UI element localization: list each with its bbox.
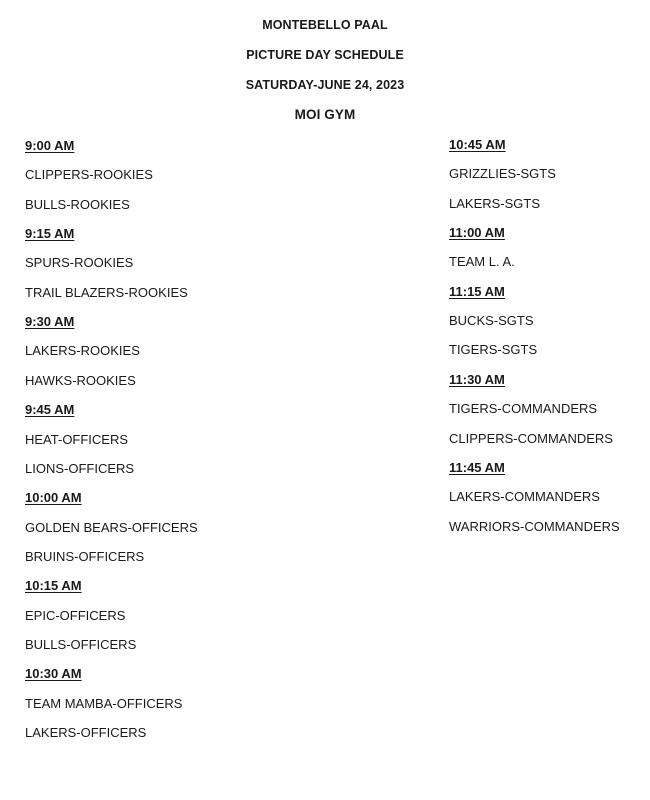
team-entry: HEAT-OFFICERS [25, 431, 129, 447]
team-entry: BULLS-ROOKIES [25, 196, 130, 212]
team-entry: CLIPPERS-ROOKIES [25, 167, 153, 183]
venue-name: MOI GYM [294, 107, 356, 122]
team-entry: LAKERS-COMMANDERS [449, 489, 600, 505]
team-entry: TIGERS-COMMANDERS [449, 401, 598, 417]
team-entry: LIONS-OFFICERS [25, 460, 135, 476]
team-entry: SPURS-ROOKIES [25, 255, 134, 271]
team-entry: BRUINS-OFFICERS [25, 548, 145, 564]
document-title: PICTURE DAY SCHEDULE [246, 48, 404, 62]
organization-title: MONTEBELLO PAAL [262, 18, 388, 32]
time-slot-heading: 9:45 AM [25, 402, 75, 418]
time-slot-heading: 9:15 AM [25, 226, 75, 242]
team-entry: GRIZZLIES-SGTS [449, 166, 556, 182]
time-slot-heading: 10:30 AM [25, 666, 82, 682]
team-entry: WARRIORS-COMMANDERS [449, 518, 620, 534]
team-entry: BULLS-OFFICERS [25, 636, 137, 652]
time-slot-heading: 10:15 AM [25, 578, 82, 594]
time-slot-heading: 11:15 AM [449, 283, 505, 299]
team-entry: TEAM L. A. [449, 254, 515, 270]
time-slot-heading: 11:30 AM [449, 371, 505, 387]
time-slot-heading: 11:45 AM [449, 459, 505, 475]
time-slot-heading: 10:45 AM [449, 137, 506, 152]
team-entry: CLIPPERS-COMMANDERS [449, 430, 613, 446]
schedule-date: SATURDAY-JUNE 24, 2023 [245, 78, 405, 92]
team-entry: GOLDEN BEARS-OFFICERS [25, 519, 198, 535]
team-entry: LAKERS-OFFICERS [25, 725, 147, 740]
team-entry: LAKERS-ROOKIES [25, 343, 140, 359]
team-entry: BUCKS-SGTS [449, 313, 534, 329]
team-entry: TRAIL BLAZERS-ROOKIES [25, 284, 188, 300]
time-slot-heading: 9:30 AM [25, 314, 75, 330]
time-slot-heading: 11:00 AM [449, 225, 505, 241]
team-entry: TEAM MAMBA-OFFICERS [25, 695, 183, 711]
team-entry: LAKERS-SGTS [449, 195, 541, 211]
team-entry: EPIC-OFFICERS [25, 607, 126, 623]
time-slot-heading: 10:00 AM [25, 490, 82, 506]
time-slot-heading: 9:00 AM [25, 138, 75, 153]
team-entry: HAWKS-ROOKIES [25, 372, 136, 388]
team-entry: TIGERS-SGTS [449, 342, 538, 358]
